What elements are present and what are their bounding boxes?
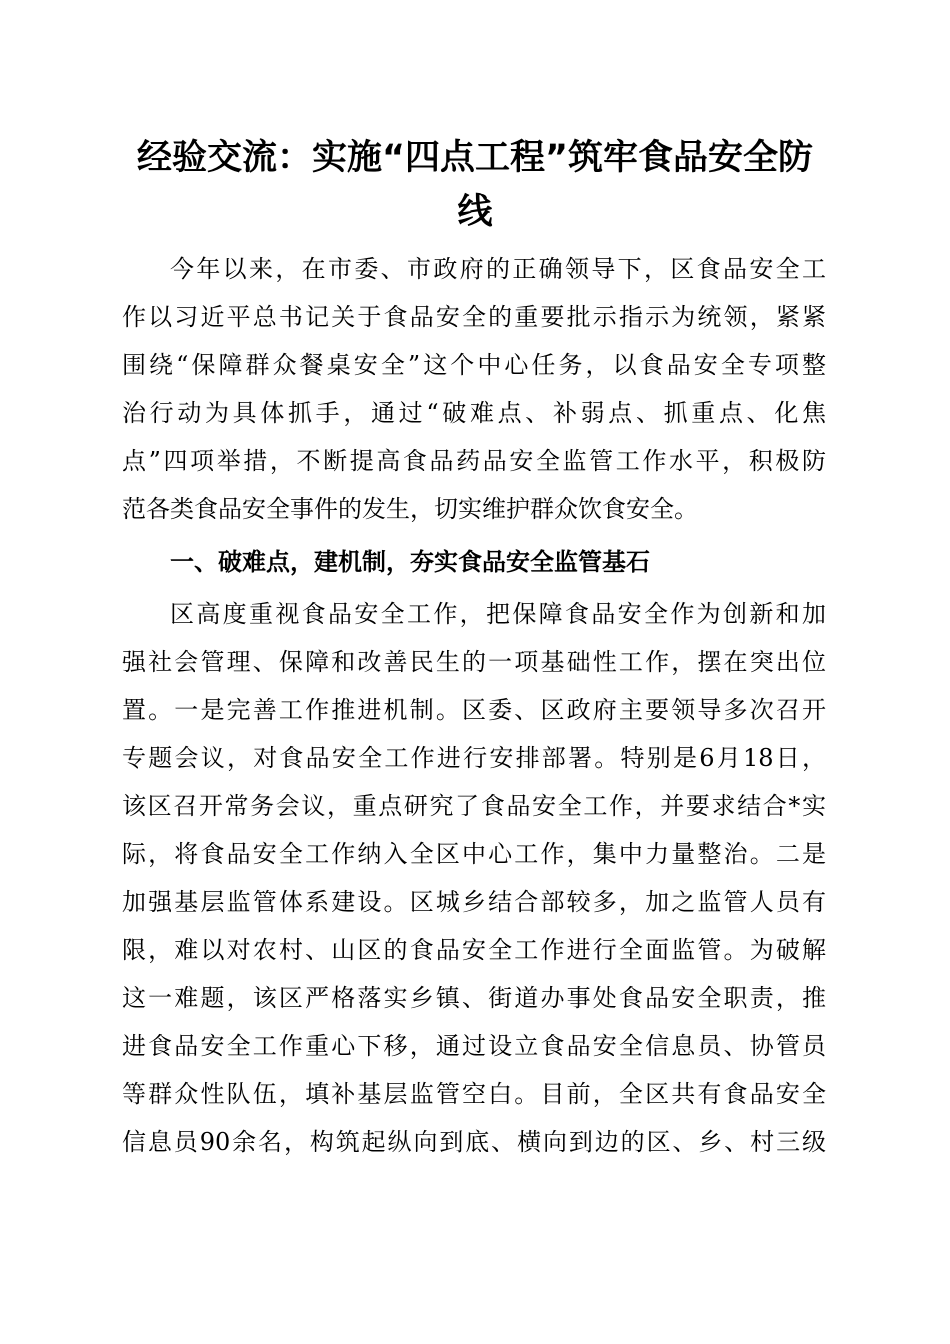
paragraph-line: 今年以来，在市委、市政府的正确领导下，区食品安全工 — [170, 255, 826, 283]
paragraph-line: 际，将食品安全工作纳入全区中心工作，集中力量整治。二是 — [122, 840, 826, 868]
paragraph-line: 围绕“保障群众餐桌安全”这个中心任务，以食品安全专项整 — [122, 351, 826, 379]
paragraph-line: 置。一是完善工作推进机制。区委、区政府主要领导多次召开 — [122, 696, 826, 724]
paragraph-line: 区高度重视食品安全工作，把保障食品安全作为创新和加 — [170, 600, 826, 628]
paragraph-line: 强社会管理、保障和改善民生的一项基础性工作，摆在突出位 — [122, 648, 826, 676]
paragraph-line: 这一难题，该区严格落实乡镇、街道办事处食品安全职责，推 — [122, 984, 826, 1012]
paragraph-line: 限，难以对农村、山区的食品安全工作进行全面监管。为破解 — [122, 936, 826, 964]
document-title-line-1: 经验交流：实施“四点工程”筑牢食品安全防 — [136, 138, 813, 178]
paragraph-line: 专题会议，对食品安全工作进行安排部署。特别是6月18日， — [122, 744, 826, 772]
paragraph-line: 加强基层监管体系建设。区城乡结合部较多，加之监管人员有 — [122, 888, 826, 916]
paragraph-line: 治行动为具体抓手，通过“破难点、补弱点、抓重点、化焦 — [122, 399, 826, 427]
paragraph-line: 进食品安全工作重心下移，通过设立食品安全信息员、协管员 — [122, 1032, 826, 1060]
paragraph-line: 作以习近平总书记关于食品安全的重要批示指示为统领，紧紧 — [122, 303, 826, 331]
paragraph-line: 点”四项举措，不断提高食品药品安全监管工作水平，积极防 — [122, 447, 826, 475]
paragraph-line: 信息员90余名，构筑起纵向到底、横向到边的区、乡、村三级 — [122, 1128, 826, 1156]
paragraph-line: 范各类食品安全事件的发生，切实维护群众饮食安全。 — [122, 495, 698, 523]
document-title-line-2: 线 — [457, 192, 493, 232]
section-heading-1: 一、破难点，建机制，夯实食品安全监管基石 — [170, 548, 650, 576]
paragraph-line: 等群众性队伍，填补基层监管空白。目前，全区共有食品安全 — [122, 1080, 826, 1108]
paragraph-line: 该区召开常务会议，重点研究了食品安全工作，并要求结合*实 — [122, 792, 826, 820]
